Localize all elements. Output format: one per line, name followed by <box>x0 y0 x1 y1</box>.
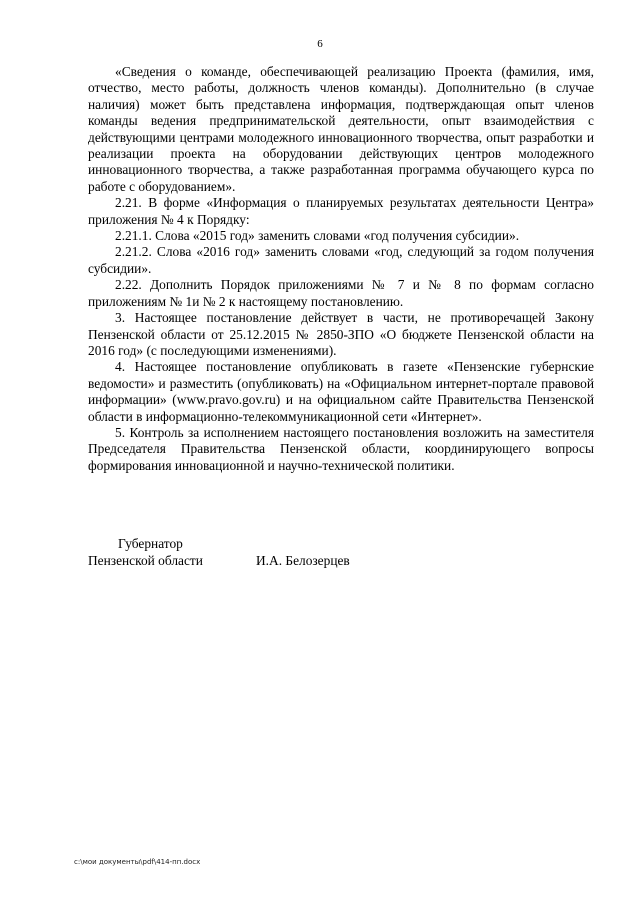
paragraph-team-info: «Сведения о команде, обеспечивающей реализацию Проекта (фамилия, имя, отчество, место работы, должность членов команды). Дополнительно (в случае наличия) может быть представлена информация, подтверждающая опыт членов команды ведения предпринимательской деятельности, опыт взаимодействия с действующими центрами молодежного инновационного творчества, опыт разработки и реализации проекта на оборудовании действующих центров молодежного инновационного творчества, а также разработанная программа обучающего курса по работе с оборудованием». <box>88 64 594 194</box>
signature-title-line1: Губернатор <box>118 536 183 551</box>
paragraph-5: 5. Контроль за исполнением настоящего постановления возложить на заместителя Председателя Правительства Пензенской области, координирующего вопросы формирования инновационной и научно-технической политики. <box>88 424 594 473</box>
signature-title-line2: Пензенской области <box>88 553 203 568</box>
paragraph-2-21: 2.21. В форме «Информация о планируемых результатах деятельности Центра» приложения № 4 к Порядку: <box>88 195 594 227</box>
paragraph-2-21-1: 2.21.1. Слова «2015 год» заменить словами «год получения субсидии». <box>115 228 520 244</box>
document-body <box>88 64 594 474</box>
signature-name: И.А. Белозерцев <box>256 553 350 568</box>
footer-file-path: c:\мои документы\pdf\414-пп.docx <box>74 858 201 866</box>
paragraph-2-22: 2.22. Дополнить Порядок приложениями № 7 и № 8 по формам согласно приложениям № 1и № 2 к настоящему постановлению. <box>88 277 594 309</box>
paragraph-2-21-2: 2.21.2. Слова «2016 год» заменить словами «год, следующий за годом получения субсидии». <box>88 244 594 276</box>
paragraph-3: 3. Настоящее постановление действует в части, не противоречащей Закону Пензенской области от 25.12.2015 № 2850-ЗПО «О бюджете Пензенской области на 2016 год» (с последующими изменениями). <box>88 310 594 358</box>
page-number: 6 <box>317 38 323 50</box>
paragraph-4: 4. Настоящее постановление опубликовать в газете «Пензенские губернские ведомости» и разместить (опубликовать) на «Официальном интернет-портале правовой информации» (www.pravo.gov.ru) и на официальном сайте Правительства Пензенской области в информационно-телекоммуникационной сети «Интернет». <box>88 359 594 424</box>
